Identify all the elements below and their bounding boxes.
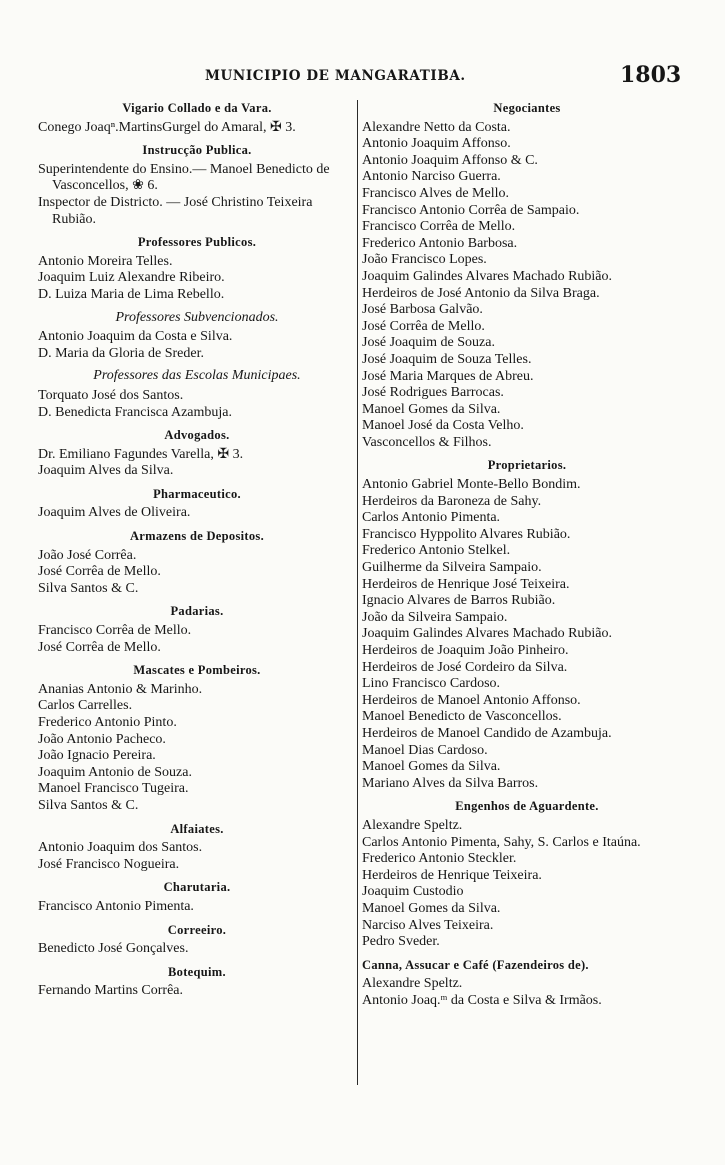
list-item: José Corrêa de Mello. — [362, 318, 485, 334]
list-item: Joaquim Alves de Oliveira. — [38, 505, 191, 521]
list-item: Francisco Corrêa de Mello. — [362, 219, 516, 235]
page-number: 1803 — [620, 62, 682, 88]
section-heading-negociantes: Negociantes — [493, 101, 561, 115]
list-item: Manoel Gomes da Silva. — [362, 401, 501, 417]
list-item: José Francisco Nogueira. — [38, 856, 180, 872]
section-heading-pharmaceutico: Pharmaceutico. — [153, 486, 241, 501]
correeiro-list — [38, 941, 356, 958]
list-item: Alexandre Netto da Costa. — [362, 119, 511, 135]
list-item: Manoel Francisco Tugeira. — [38, 781, 189, 797]
pharmaceutico-list — [38, 505, 356, 522]
list-item: José Corrêa de Mello. — [38, 639, 161, 655]
column-divider — [357, 100, 358, 1085]
list-item: Joaquim Galindes Alvares Machado Rubião. — [362, 268, 613, 284]
list-item: João Francisco Lopes. — [362, 252, 487, 268]
section-heading-charutaria: Charutaria. — [163, 880, 231, 895]
list-item: Antonio Joaquim Affonso. — [362, 136, 511, 152]
list-item: Herdeiros de Henrique Teixeira. — [362, 867, 542, 883]
list-item: José Barbosa Galvão. — [362, 302, 483, 318]
list-item: Vasconcellos & Filhos. — [362, 434, 492, 450]
list-item: José Corrêa de Mello. — [38, 564, 161, 580]
list-item: D. Maria da Gloria de Sreder. — [38, 345, 204, 361]
list-item: João José Corrêa. — [38, 547, 137, 563]
list-item: Lino Francisco Cardoso. — [362, 676, 501, 692]
armazens-list — [38, 548, 356, 598]
list-item: Conego Joaqⁿ.MartinsGurgel do Amaral, ✠ 3. — [38, 119, 296, 135]
section-heading-professores: Professores Publicos. — [137, 235, 257, 250]
advogados-list — [38, 447, 356, 480]
left-column — [38, 100, 356, 1085]
section-heading-canna: Canna, Assucar e Café (Fazendeiros de). — [362, 957, 589, 972]
list-item: Antonio Joaq.ᵐ da Costa e Silva & Irmãos. — [362, 992, 602, 1008]
list-item: Frederico Antonio Pinto. — [38, 715, 177, 730]
list-item: Fernando Martins Corrêa. — [38, 983, 184, 999]
list-item: Carlos Antonio Pimenta, Sahy, S. Carlos e Itaúna. — [362, 834, 641, 850]
instrucao-list — [38, 162, 356, 228]
list-item: Antonio Joaquim dos Santos. — [38, 840, 203, 856]
running-title: MUNICIPIO DE MANGARATIBA. — [205, 68, 466, 84]
section-heading-alfaiates: Alfaiates. — [170, 821, 224, 836]
subvencionados-list — [38, 329, 356, 362]
section-heading-instrucao: Instrucção Publica. — [142, 143, 252, 158]
list-item: Joaquim Antonio de Souza. — [38, 764, 192, 780]
list-item: Guilherme da Silveira Sampaio. — [362, 560, 542, 576]
list-item: Francisco Antonio Pimenta. — [38, 898, 194, 914]
municipaes-list — [38, 388, 356, 421]
list-item: Herdeiros de Joaquim João Pinheiro. — [362, 643, 569, 658]
list-item: Ananias Antonio & Marinho. — [38, 681, 203, 697]
negociantes-list — [362, 120, 692, 452]
list-item: Herdeiros de José Antonio da Silva Braga. — [362, 285, 600, 301]
section-heading-armazens: Armazens de Depositos. — [129, 529, 265, 544]
list-item: Francisco Hyppolito Alvares Rubião. — [362, 526, 571, 542]
list-item: Joaquim Alves da Silva. — [38, 463, 174, 479]
list-item: Francisco Antonio Corrêa de Sampaio. — [362, 202, 580, 218]
page-header — [0, 58, 725, 98]
section-heading-correeiro: Correeiro. — [167, 922, 227, 937]
section-heading-municipaes: Professores das Escolas Municipaes. — [93, 368, 301, 384]
list-item: João Antonio Pacheco. — [38, 731, 166, 747]
list-item: Manoel Dias Cardoso. — [362, 742, 488, 758]
list-item: Superintendente do Ensino.— Manoel Benedicto de Vasconcellos, ❀ 6. — [38, 161, 330, 194]
list-item: Manoel José da Costa Velho. — [362, 418, 524, 434]
right-column — [362, 100, 692, 1085]
list-item: Antonio Joaquim Affonso & C. — [362, 152, 538, 168]
list-item: Joaquim Galindes Alvares Machado Rubião. — [362, 626, 613, 642]
proprietarios-list — [362, 477, 692, 792]
list-item: Frederico Antonio Stelkel. — [362, 543, 511, 559]
list-item: José Joaquim de Souza. — [362, 335, 495, 351]
list-item: Antonio Narciso Guerra. — [362, 169, 501, 185]
list-item: Silva Santos & C. — [38, 797, 139, 813]
list-item: Torquato José dos Santos. — [38, 387, 184, 403]
engenhos-list — [362, 818, 692, 951]
alfaiates-list — [38, 840, 356, 873]
list-item: Ignacio Alvares de Barros Rubião. — [362, 593, 556, 609]
list-item: Inspector de Districto. — José Christino Teixeira Rubião. — [38, 194, 313, 227]
list-item: Frederico Antonio Barbosa. — [362, 235, 518, 251]
list-item: José Maria Marques de Abreu. — [362, 368, 534, 384]
section-heading-padarias: Padarias. — [170, 604, 224, 619]
list-item: Joaquim Luiz Alexandre Ribeiro. — [38, 270, 225, 286]
list-item: Francisco Alves de Mello. — [362, 185, 509, 201]
section-heading-proprietarios: Proprietarios. — [487, 458, 567, 473]
list-item: Silva Santos & C. — [38, 580, 139, 596]
section-heading-vigario: Vigario Collado e da Vara. — [122, 101, 272, 115]
botequim-list — [38, 983, 356, 1000]
list-item: Francisco Corrêa de Mello. — [38, 623, 192, 639]
list-item: Herdeiros da Baroneza de Sahy. — [362, 493, 542, 509]
list-item: Manoel Gomes da Silva. — [362, 759, 501, 775]
list-item: Herdeiros de Manoel Antonio Affonso. — [362, 692, 581, 708]
list-item: Carlos Carrelles. — [38, 698, 133, 714]
list-item: D. Luiza Maria de Lima Rebello. — [38, 286, 225, 302]
list-item: Manoel Benedicto de Vasconcellos. — [362, 709, 562, 725]
list-item: Benedicto José Gonçalves. — [38, 941, 189, 957]
list-item: Alexandre Speltz. — [362, 817, 463, 833]
professores-list — [38, 254, 356, 304]
mascates-list — [38, 682, 356, 815]
list-item: Carlos Antonio Pimenta. — [362, 510, 501, 526]
canna-list — [362, 976, 692, 1009]
section-heading-engenhos: Engenhos de Aguardente. — [455, 799, 599, 814]
list-item: Antonio Gabriel Monte-Bello Bondim. — [362, 477, 581, 493]
list-item: Pedro Sveder. — [362, 934, 440, 950]
list-item: Dr. Emiliano Fagundes Varella, ✠ 3. — [38, 446, 244, 462]
list-item: José Joaquim de Souza Telles. — [362, 351, 532, 367]
list-item: João Ignacio Pereira. — [38, 748, 156, 764]
list-item: Herdeiros de Henrique José Teixeira. — [362, 576, 570, 592]
list-item: Herdeiros de José Cordeiro da Silva. — [362, 659, 568, 675]
list-item: D. Benedicta Francisca Azambuja. — [38, 404, 232, 420]
list-item: Narciso Alves Teixeira. — [362, 917, 494, 933]
charutaria-list — [38, 899, 356, 916]
list-item: Joaquim Custodio — [362, 884, 464, 900]
list-item: Antonio Joaquim da Costa e Silva. — [38, 329, 233, 345]
section-heading-mascates: Mascates e Pombeiros. — [133, 663, 261, 678]
list-item: José Rodrigues Barrocas. — [362, 385, 504, 401]
section-heading-subvencionados: Professores Subvencionados. — [115, 309, 279, 325]
list-item: Herdeiros de Manoel Candido de Azambuja. — [362, 725, 612, 741]
list-item: Mariano Alves da Silva Barros. — [362, 775, 539, 791]
list-item: Antonio Moreira Telles. — [38, 253, 173, 269]
padarias-list — [38, 623, 356, 656]
section-heading-advogados: Advogados. — [164, 428, 230, 443]
list-item: João da Silveira Sampaio. — [362, 609, 508, 625]
vigario-list — [38, 120, 356, 137]
list-item: Frederico Antonio Steckler. — [362, 851, 517, 867]
section-heading-botequim: Botequim. — [168, 964, 226, 979]
list-item: Manoel Gomes da Silva. — [362, 900, 501, 916]
list-item: Alexandre Speltz. — [362, 976, 463, 992]
